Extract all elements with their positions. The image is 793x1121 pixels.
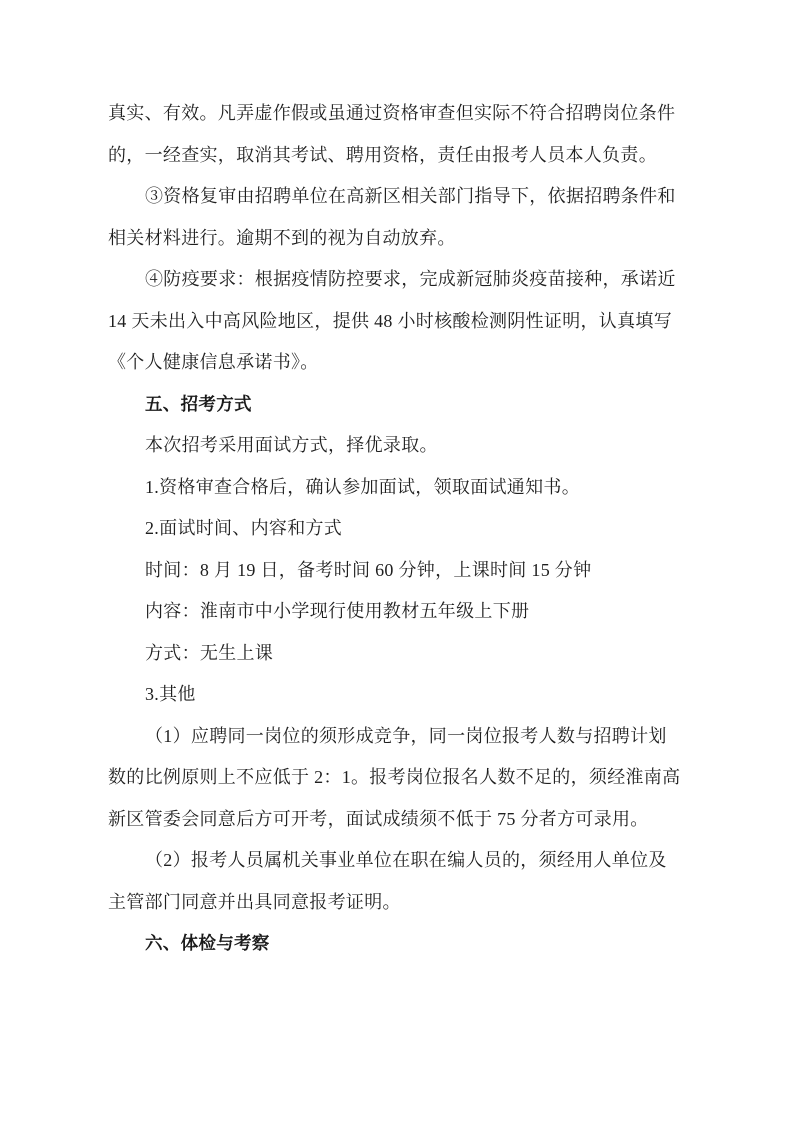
- heading-section-6-physical-exam-line-1: 六、体检与考察: [145, 933, 270, 953]
- para-interview-time: [108, 550, 680, 592]
- para-in-service-staff-line-1: （2）报考人员属机关事业单位在职在编人员的，须经用人单位及: [145, 850, 667, 870]
- document-body: [108, 93, 680, 965]
- para-epidemic-requirements-line-1: ④防疫要求：根据疫情防控要求，完成新冠肺炎疫苗接种，承诺近: [145, 269, 676, 289]
- para-interview-selection: [108, 425, 680, 467]
- para-authenticity-warning-line-2: 的，一经查实，取消其考试、聘用资格，责任由报考人员本人负责。: [108, 144, 657, 165]
- para-epidemic-requirements-line-2: 14 天未出入中高风险地区，提供 48 小时核酸检测阴性证明，认真填写: [108, 310, 672, 331]
- para-step-3-others: [108, 674, 680, 716]
- para-competition-ratio-line-3: 新区管委会同意后方可开考，面试成绩须不低于 75 分者方可录用。: [108, 808, 649, 829]
- para-qualification-recheck-line-2: 相关材料进行。逾期不到的视为自动放弃。: [108, 227, 456, 248]
- heading-section-5-recruitment-method-line-1: 五、招考方式: [145, 393, 252, 414]
- para-authenticity-warning: [108, 93, 680, 176]
- para-interview-time-line-1: 时间：8 月 19 日，备考时间 60 分钟，上课时间 15 分钟: [145, 559, 592, 580]
- para-authenticity-warning-line-1: 真实、有效。凡弄虚作假或虽通过资格审查但实际不符合招聘岗位条件: [108, 103, 676, 123]
- para-step-1-qualification-line-1: 1.资格审查合格后，确认参加面试，领取面试通知书。: [145, 476, 580, 497]
- para-competition-ratio-line-2: 数的比例原则上不应低于 2：1。报考岗位报名人数不足的，须经淮南高: [108, 767, 681, 787]
- para-epidemic-requirements-line-3: 《个人健康信息承诺书》。: [108, 352, 319, 372]
- para-interview-content: [108, 591, 680, 633]
- para-step-1-qualification: [108, 467, 680, 509]
- heading-section-5-recruitment-method: [108, 384, 680, 426]
- para-qualification-recheck-line-1: ③资格复审由招聘单位在高新区相关部门指导下，依据招聘条件和: [145, 186, 676, 206]
- heading-section-6-physical-exam: [108, 923, 680, 965]
- para-interview-selection-line-1: 本次招考采用面试方式，择优录取。: [145, 435, 438, 455]
- para-in-service-staff-line-2: 主管部门同意并出具同意报考证明。: [108, 891, 401, 912]
- para-in-service-staff: [108, 840, 680, 923]
- para-step-2-interview-info: [108, 508, 680, 550]
- para-step-3-others-line-1: 3.其他: [145, 684, 196, 704]
- para-competition-ratio: [108, 716, 680, 841]
- para-competition-ratio-line-1: （1）应聘同一岗位的须形成竞争，同一岗位报考人数与招聘计划: [145, 725, 667, 746]
- para-interview-content-line-1: 内容：淮南市中小学现行使用教材五年级上下册: [145, 601, 530, 621]
- para-step-2-interview-info-line-1: 2.面试时间、内容和方式: [145, 518, 343, 538]
- para-interview-format: [108, 633, 680, 675]
- para-epidemic-requirements: [108, 259, 680, 384]
- para-qualification-recheck: [108, 176, 680, 259]
- para-interview-format-line-1: 方式：无生上课: [145, 642, 274, 663]
